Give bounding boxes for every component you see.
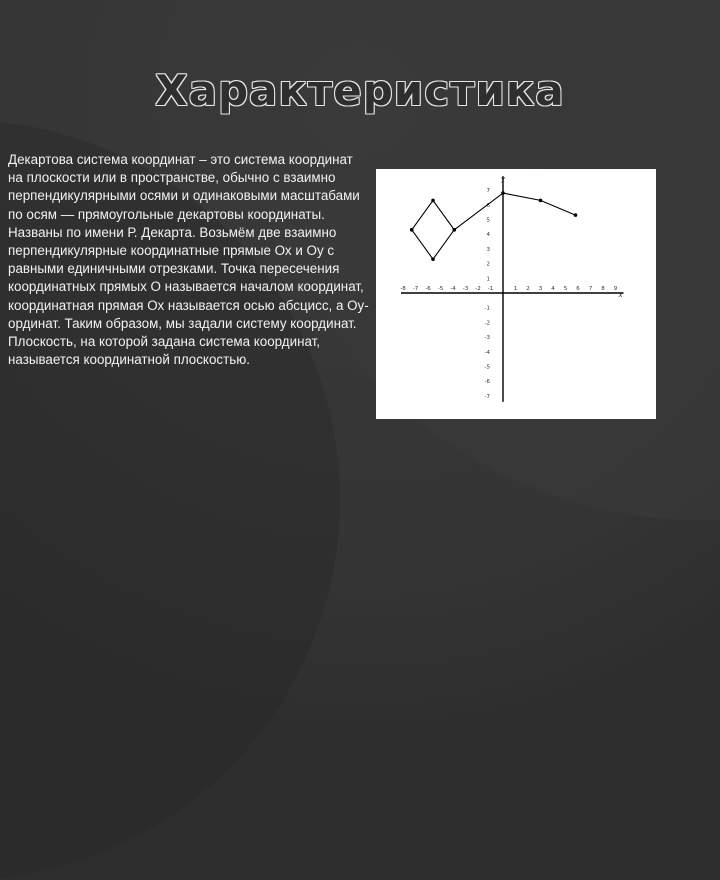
series-line (454, 193, 575, 230)
data-point (410, 228, 414, 232)
y-tick-label: 7 (486, 188, 490, 195)
x-tick-label: -5 (437, 286, 444, 292)
y-tick-label: -2 (484, 320, 490, 327)
y-tick-label: 3 (486, 246, 490, 253)
y-tick-label: 1 (486, 276, 490, 283)
slide-title: Характеристика (155, 66, 565, 115)
x-tick-label: 7 (588, 286, 593, 292)
x-tick-label: 3 (538, 286, 543, 292)
y-tick-label: -5 (484, 364, 490, 371)
x-tick-label: 8 (601, 286, 605, 292)
x-tick-label: -8 (400, 286, 406, 292)
x-tick-label: 5 (563, 286, 568, 292)
x-tick-label: 6 (576, 286, 580, 292)
x-tick-label: 9 (613, 286, 618, 292)
y-tick-label: 5 (486, 217, 490, 224)
series-line (412, 200, 455, 259)
data-point (431, 199, 435, 203)
x-tick-label: -7 (412, 286, 419, 292)
x-tick-label: 2 (526, 286, 530, 292)
data-point (452, 228, 456, 232)
x-tick-label: -6 (425, 286, 431, 292)
data-point (501, 191, 505, 195)
y-tick-label: 4 (486, 232, 490, 239)
coordinate-plane-svg (376, 169, 656, 419)
coordinate-plane-figure (376, 169, 656, 419)
y-tick-label: -7 (484, 393, 490, 400)
y-tick-label: -3 (484, 335, 490, 342)
slide-paragraph: Декартова система координат – это система координат на плоскости или в пространстве, обычно с взаимно перпендикулярными осями и одинаковыми масштабами по осям — прямоугольные декартовы координаты. Названы по имени Р. Декарта. Возьмём две взаимно перпендикулярные координатные прямые Ох и Оу с равными единичными отрезками. Точка пересечения координатных прямых О называется началом координат, координатная прямая Ох называется осью абсцисс, а Оу- ординат. Таким образом, мы задали систему координат. Плоскость, на которой задана система координат, называется координатной плоскостью. (8, 152, 369, 368)
x-tick-label: -4 (450, 286, 456, 292)
x-tick-label: -3 (462, 286, 469, 292)
x-tick-label: 1 (513, 286, 518, 292)
x-tick-label: -2 (475, 286, 481, 292)
x-axis-label: x (618, 291, 623, 299)
x-tick-label: -1 (487, 286, 494, 292)
x-tick-label: 4 (551, 286, 555, 292)
y-tick-label: -6 (484, 379, 490, 386)
y-tick-label: -1 (484, 305, 490, 312)
y-tick-label: -4 (484, 349, 490, 356)
y-axis-label: y (501, 175, 506, 184)
data-point (574, 213, 578, 217)
data-point (431, 257, 435, 261)
y-tick-label: 6 (486, 202, 490, 209)
y-tick-label: 2 (486, 261, 490, 268)
data-point (539, 199, 543, 203)
